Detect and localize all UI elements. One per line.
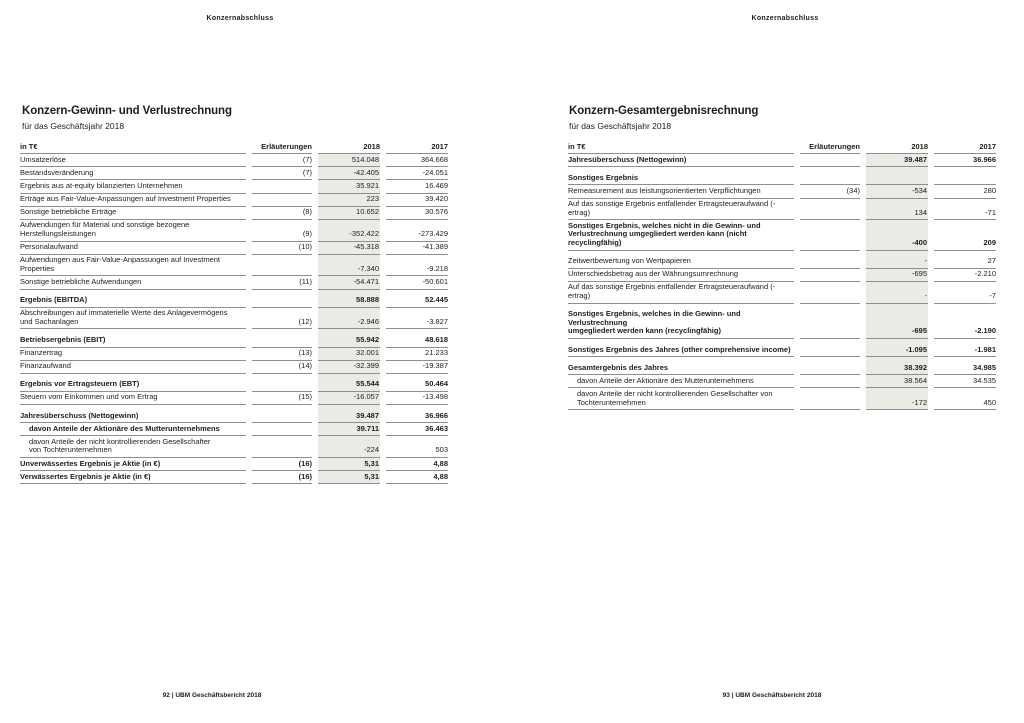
row-value-2017: 21.233 <box>386 348 448 361</box>
page-title: Konzern-Gesamtergebnisrechnung <box>569 105 759 117</box>
row-note: (12) <box>252 308 312 330</box>
table-row <box>20 220 448 242</box>
row-value-2018: -16.057 <box>318 392 380 405</box>
row-label: Sonstiges Ergebnis des Jahres (other comprehensive income) <box>568 344 794 357</box>
row-value-2018: 32.001 <box>318 348 380 361</box>
row-label: Sonstiges Ergebnis, welches in die Gewinn- und Verlustrechnung umgegliedert werden kann (recyclingfähig) <box>568 309 794 339</box>
row-label: Ergebnis aus at-equity bilanzierten Unternehmen <box>20 180 246 193</box>
row-note <box>800 375 860 388</box>
row-note <box>252 295 312 308</box>
row-note: (14) <box>252 361 312 374</box>
row-value-2018: -534 <box>866 185 928 198</box>
row-value-2018: 10.652 <box>318 207 380 220</box>
row-label: Sonstige betriebliche Aufwendungen <box>20 276 246 289</box>
row-value-2018: 35.921 <box>318 180 380 193</box>
table-row <box>20 392 448 405</box>
row-value-2018: -1.095 <box>866 344 928 357</box>
row-value-2017: 503 <box>386 436 448 458</box>
row-note: (16) <box>252 458 312 471</box>
table-row <box>20 423 448 436</box>
table-row <box>568 185 996 198</box>
row-note <box>252 180 312 193</box>
table-row <box>568 199 996 221</box>
column-header-2017: 2017 <box>934 141 996 154</box>
row-value-2017: 30.576 <box>386 207 448 220</box>
row-value-2017 <box>934 172 996 185</box>
row-value-2018: -172 <box>866 388 928 410</box>
page-footer: 93 | UBM Geschäftsbericht 2018 <box>722 692 822 699</box>
row-label: Jahresüberschuss (Nettogewinn) <box>20 410 246 423</box>
row-label: Erträge aus Fair-Value-Anpassungen auf Investment Properties <box>20 194 246 207</box>
table-row <box>568 309 996 339</box>
column-header-notes: Erläuterungen <box>252 141 312 154</box>
row-label: Betriebsergebnis (EBIT) <box>20 334 246 347</box>
table-row <box>20 308 448 330</box>
table-row <box>568 282 996 304</box>
row-note <box>800 362 860 375</box>
table-row <box>568 154 996 167</box>
row-label: Jahresüberschuss (Nettogewinn) <box>568 154 794 167</box>
row-note: (15) <box>252 392 312 405</box>
row-value-2018: 39.487 <box>866 154 928 167</box>
row-note <box>800 309 860 339</box>
table-row <box>568 256 996 269</box>
row-label: davon Anteile der nicht kontrollierenden Gesellschafter von Tochterunternehmen <box>20 436 246 458</box>
row-label: Sonstige betriebliche Erträge <box>20 207 246 220</box>
row-value-2018: 55.544 <box>318 379 380 392</box>
row-value-2017: 39.420 <box>386 194 448 207</box>
row-label: Finanzaufwand <box>20 361 246 374</box>
table-row <box>568 269 996 282</box>
row-value-2018: 38.392 <box>866 362 928 375</box>
income-statement-table <box>14 141 454 484</box>
column-header-notes: Erläuterungen <box>800 141 860 154</box>
row-value-2017: 4,88 <box>386 471 448 484</box>
row-value-2017: 36.966 <box>934 154 996 167</box>
column-header-2017: 2017 <box>386 141 448 154</box>
row-label: Personalaufwand <box>20 242 246 255</box>
row-value-2017: -41.389 <box>386 242 448 255</box>
row-value-2018: - <box>866 282 928 304</box>
row-value-2017: 209 <box>934 220 996 250</box>
row-value-2017: -24.051 <box>386 167 448 180</box>
table-row <box>20 334 448 347</box>
row-label: Sonstiges Ergebnis <box>568 172 794 185</box>
row-label: Umsatzerlöse <box>20 154 246 167</box>
row-note <box>800 220 860 250</box>
row-note: (16) <box>252 471 312 484</box>
table-row <box>20 194 448 207</box>
row-value-2018: -352.422 <box>318 220 380 242</box>
row-value-2017: 36.463 <box>386 423 448 436</box>
row-value-2018: -7.340 <box>318 255 380 277</box>
row-label: Zeitwertbewertung von Wertpapieren <box>568 256 794 269</box>
row-note: (34) <box>800 185 860 198</box>
row-value-2018: 514.048 <box>318 154 380 167</box>
row-value-2017: 50.464 <box>386 379 448 392</box>
income-statement-table-wrap <box>14 141 454 484</box>
table-row <box>568 344 996 357</box>
row-label: Aufwendungen für Material und sonstige bezogene Herstellungsleistungen <box>20 220 246 242</box>
row-value-2018: -45.318 <box>318 242 380 255</box>
row-note <box>252 423 312 436</box>
row-label: Auf das sonstige Ergebnis entfallender Ertragsteueraufwand (-ertrag) <box>568 282 794 304</box>
row-value-2017: -9.218 <box>386 255 448 277</box>
row-note: (7) <box>252 154 312 167</box>
table-row <box>20 379 448 392</box>
table-header-row <box>568 141 996 154</box>
row-label: Unterschiedsbetrag aus der Währungsumrechnung <box>568 269 794 282</box>
table-row <box>20 436 448 458</box>
row-note: (10) <box>252 242 312 255</box>
row-value-2017: -273.429 <box>386 220 448 242</box>
row-value-2017: 450 <box>934 388 996 410</box>
row-value-2018: -695 <box>866 269 928 282</box>
row-value-2017: -13.498 <box>386 392 448 405</box>
row-value-2018: 5,31 <box>318 458 380 471</box>
row-note <box>252 410 312 423</box>
row-note <box>800 256 860 269</box>
row-note: (7) <box>252 167 312 180</box>
row-label: Ergebnis (EBITDA) <box>20 295 246 308</box>
row-label: Sonstiges Ergebnis, welches nicht in die Gewinn- und Verlustrechnung umgegliedert werden kann (nicht recyclingfähig) <box>568 220 794 250</box>
row-note: (9) <box>252 220 312 242</box>
row-note: (13) <box>252 348 312 361</box>
row-value-2017: 48.618 <box>386 334 448 347</box>
row-value-2018: -32.399 <box>318 361 380 374</box>
comprehensive-income-body <box>568 154 996 410</box>
table-row <box>20 361 448 374</box>
row-value-2017: -2.190 <box>934 309 996 339</box>
row-label: davon Anteile der nicht kontrollierenden Gesellschafter von Tochterunternehmen <box>568 388 794 410</box>
row-value-2017: -71 <box>934 199 996 221</box>
table-row <box>20 207 448 220</box>
page-right <box>512 0 1024 723</box>
row-value-2017: 16.469 <box>386 180 448 193</box>
comprehensive-income-table <box>562 141 1002 410</box>
row-note: (8) <box>252 207 312 220</box>
table-row <box>568 172 996 185</box>
table-header-row <box>20 141 448 154</box>
income-statement-body <box>20 154 448 484</box>
row-value-2018: 39.487 <box>318 410 380 423</box>
row-value-2017: -1.981 <box>934 344 996 357</box>
row-label: Auf das sonstige Ergebnis entfallender Ertragsteueraufwand (-ertrag) <box>568 199 794 221</box>
row-label: Verwässertes Ergebnis je Aktie (in €) <box>20 471 246 484</box>
row-label: Finanzertrag <box>20 348 246 361</box>
table-row <box>20 458 448 471</box>
row-value-2018: -42.405 <box>318 167 380 180</box>
table-row <box>20 167 448 180</box>
row-value-2018: -400 <box>866 220 928 250</box>
row-value-2018: 55.942 <box>318 334 380 347</box>
row-value-2018: 39.711 <box>318 423 380 436</box>
running-header: Konzernabschluss <box>206 15 274 22</box>
row-label: Aufwendungen aus Fair-Value-Anpassungen auf Investment Properties <box>20 255 246 277</box>
row-note <box>252 255 312 277</box>
comprehensive-income-table-wrap <box>562 141 1002 410</box>
row-value-2018: 5,31 <box>318 471 380 484</box>
row-value-2017: 34.535 <box>934 375 996 388</box>
page-title: Konzern-Gewinn- und Verlustrechnung <box>22 105 232 117</box>
row-value-2018: -224 <box>318 436 380 458</box>
page-subtitle: für das Geschäftsjahr 2018 <box>569 121 672 131</box>
table-row <box>20 276 448 289</box>
row-value-2017: -7 <box>934 282 996 304</box>
row-value-2017: 36.966 <box>386 410 448 423</box>
table-row <box>20 471 448 484</box>
row-label: Gesamtergebnis des Jahres <box>568 362 794 375</box>
row-value-2017: -2.210 <box>934 269 996 282</box>
row-label: davon Anteile der Aktionäre des Mutterunternehmens <box>20 423 246 436</box>
page-subtitle: für das Geschäftsjahr 2018 <box>22 121 125 131</box>
row-note: (11) <box>252 276 312 289</box>
row-value-2017: 280 <box>934 185 996 198</box>
row-value-2017: 52.445 <box>386 295 448 308</box>
row-note <box>800 344 860 357</box>
row-label: Unverwässertes Ergebnis je Aktie (in €) <box>20 458 246 471</box>
row-note <box>252 194 312 207</box>
row-note <box>800 269 860 282</box>
row-note <box>800 172 860 185</box>
column-header-2018: 2018 <box>318 141 380 154</box>
table-row <box>20 255 448 277</box>
row-note <box>252 334 312 347</box>
row-value-2018: 223 <box>318 194 380 207</box>
row-note <box>800 199 860 221</box>
row-value-2017: 34.985 <box>934 362 996 375</box>
table-row <box>568 388 996 410</box>
row-value-2017: -50.601 <box>386 276 448 289</box>
row-note <box>800 282 860 304</box>
row-label: Bestandsveränderung <box>20 167 246 180</box>
row-value-2018: 134 <box>866 199 928 221</box>
row-note <box>800 388 860 410</box>
row-value-2018: -2.946 <box>318 308 380 330</box>
row-value-2017: -3.827 <box>386 308 448 330</box>
row-note <box>252 436 312 458</box>
table-row <box>20 242 448 255</box>
table-row <box>20 410 448 423</box>
row-value-2017: 4,88 <box>386 458 448 471</box>
column-header-unit: in T€ <box>568 141 794 154</box>
row-value-2018: 58.888 <box>318 295 380 308</box>
row-note <box>252 379 312 392</box>
row-label: Abschreibungen auf immaterielle Werte des Anlagevermögens und Sachanlagen <box>20 308 246 330</box>
table-row <box>568 375 996 388</box>
table-row <box>20 154 448 167</box>
row-note <box>800 154 860 167</box>
table-row <box>20 180 448 193</box>
row-label: Remeasurement aus leistungsorientierten Verpflichtungen <box>568 185 794 198</box>
page-footer: 92 | UBM Geschäftsbericht 2018 <box>162 692 262 699</box>
row-label: Steuern vom Einkommen und vom Ertrag <box>20 392 246 405</box>
table-row <box>20 295 448 308</box>
running-header: Konzernabschluss <box>751 15 819 22</box>
row-value-2017: -19.387 <box>386 361 448 374</box>
column-header-2018: 2018 <box>866 141 928 154</box>
row-value-2018: -54.471 <box>318 276 380 289</box>
column-header-unit: in T€ <box>20 141 246 154</box>
table-row <box>20 348 448 361</box>
row-value-2018: -695 <box>866 309 928 339</box>
row-label: Ergebnis vor Ertragsteuern (EBT) <box>20 379 246 392</box>
row-label: davon Anteile der Aktionäre des Mutterunternehmens <box>568 375 794 388</box>
table-row <box>568 362 996 375</box>
row-value-2017: 364.668 <box>386 154 448 167</box>
row-value-2018: 38.564 <box>866 375 928 388</box>
row-value-2018 <box>866 172 928 185</box>
row-value-2017: 27 <box>934 256 996 269</box>
row-value-2018: - <box>866 256 928 269</box>
table-row <box>568 220 996 250</box>
